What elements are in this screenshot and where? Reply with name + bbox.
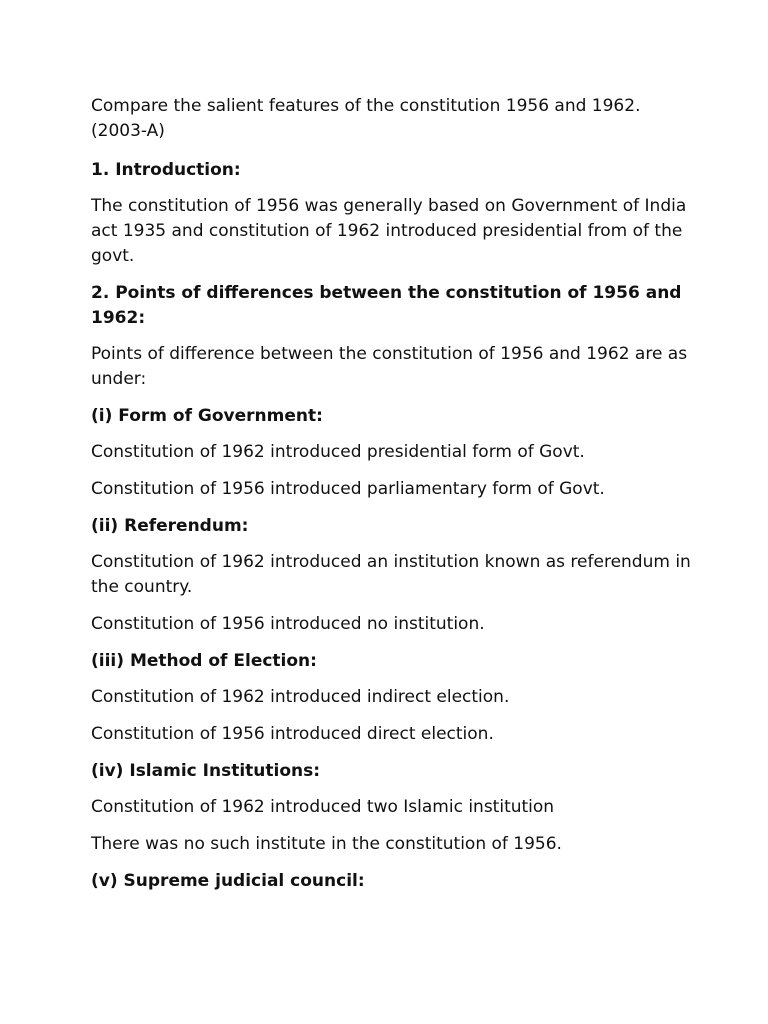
heading-form-of-government: (i) Form of Government: xyxy=(91,406,323,426)
heading-differences: 2. Points of differences between the constitution of 1956 and 1962: xyxy=(91,283,682,328)
paragraph-form-1962: Constitution of 1962 introduced presidential form of Govt. xyxy=(91,442,585,462)
heading-introduction: 1. Introduction: xyxy=(91,160,241,180)
paragraph-referendum-1962: Constitution of 1962 introduced an institution known as referendum in the country. xyxy=(91,552,691,597)
paragraph-election-1956: Constitution of 1956 introduced direct election. xyxy=(91,724,494,744)
paragraph-islamic-1962: Constitution of 1962 introduced two Islamic institution xyxy=(91,797,555,817)
paragraph-islamic-1956: There was no such institute in the constitution of 1956. xyxy=(91,834,562,854)
document-page xyxy=(91,94,691,905)
document-title xyxy=(91,94,691,144)
paragraph-introduction: The constitution of 1956 was generally based on Government of India act 1935 and constitution of 1962 introduced presidential from of the govt. xyxy=(91,196,687,266)
paragraph-election-1962: Constitution of 1962 introduced indirect election. xyxy=(91,687,510,707)
paragraph-differences: Points of difference between the constitution of 1956 and 1962 are as under: xyxy=(91,344,688,389)
heading-method-of-election: (iii) Method of Election: xyxy=(91,651,317,671)
paragraph-referendum-1956: Constitution of 1956 introduced no institution. xyxy=(91,614,485,634)
title-line-1: Compare the salient features of the constitution 1956 and 1962. xyxy=(91,96,641,116)
heading-referendum: (ii) Referendum: xyxy=(91,516,249,536)
heading-islamic-institutions: (iv) Islamic Institutions: xyxy=(91,761,321,781)
title-line-2: (2003-A) xyxy=(91,121,165,141)
heading-supreme-judicial-council: (v) Supreme judicial council: xyxy=(91,871,365,891)
paragraph-form-1956: Constitution of 1956 introduced parliamentary form of Govt. xyxy=(91,479,605,499)
